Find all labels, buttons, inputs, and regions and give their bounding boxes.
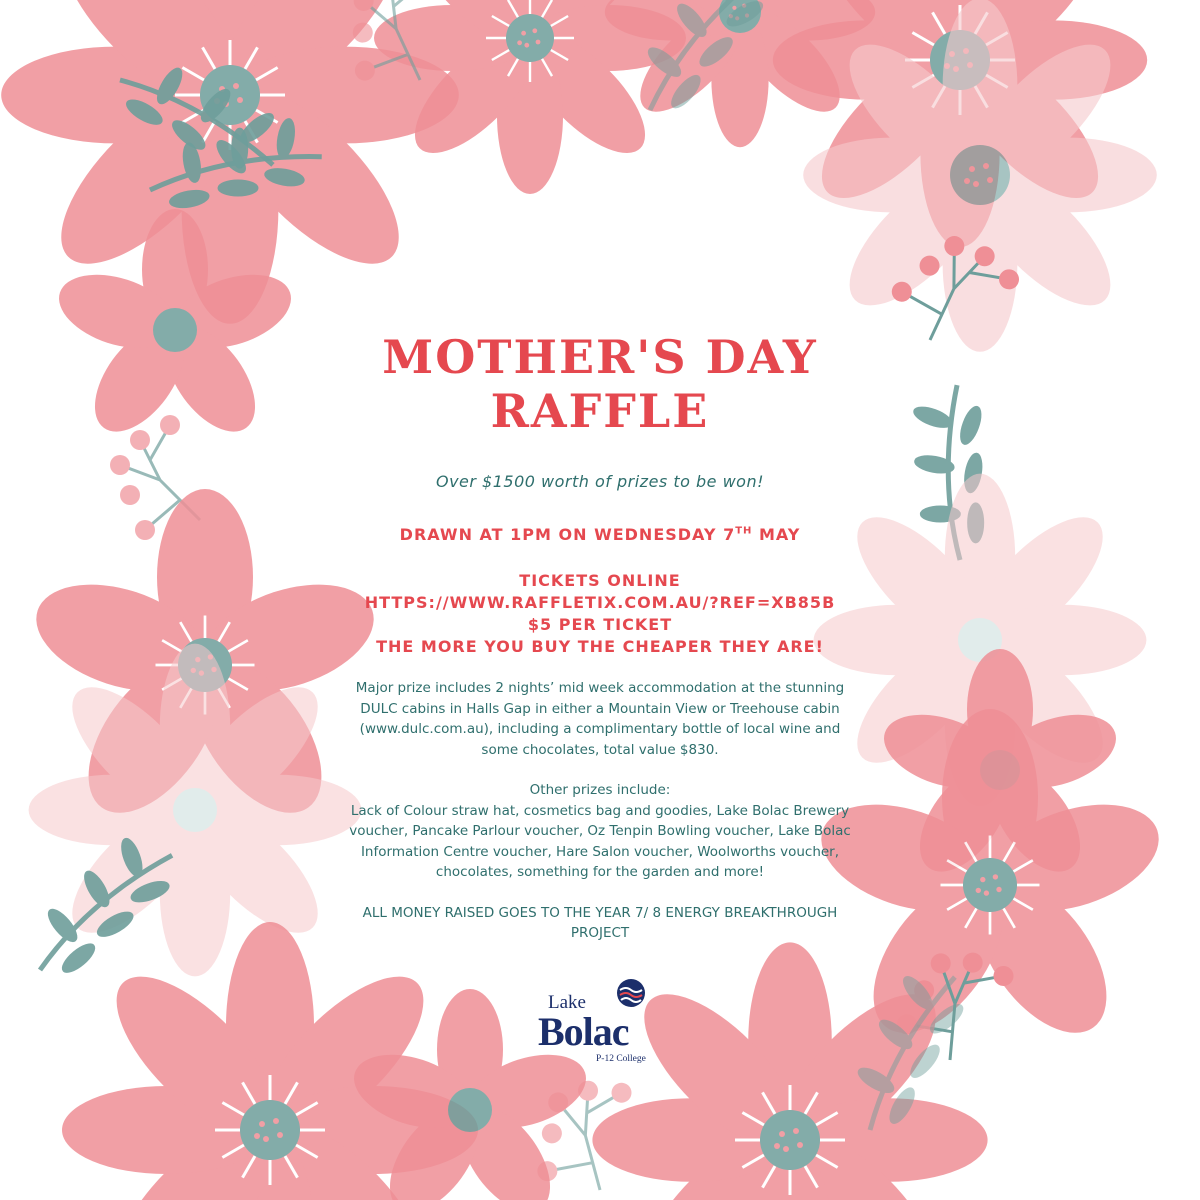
draw-date: [340, 525, 860, 544]
title-line-1: MOTHER'S DAY: [382, 330, 818, 384]
fundraising-note: ALL MONEY RAISED GOES TO THE YEAR 7/ 8 ENERGY BREAKTHROUGH PROJECT: [362, 904, 838, 941]
school-logo: [536, 978, 666, 1070]
title-line-2: RAFFLE: [490, 384, 710, 438]
ticket-price: $5 PER TICKET: [527, 615, 673, 634]
tickets-heading: TICKETS ONLINE: [519, 571, 681, 590]
logo-college-text: P-12 College: [596, 1054, 646, 1064]
ticket-info: [340, 570, 860, 658]
ticket-discount-note: THE MORE YOU BUY THE CHEAPER THEY ARE!: [376, 637, 824, 656]
draw-date-text: DRAWN AT 1PM ON WEDNESDAY 7: [399, 525, 736, 544]
wave-emblem-icon: [616, 978, 646, 1008]
major-prize-text: Major prize includes 2 nights’ mid week accommodation at the stunning DULC cabins in Halls Gap in either a Mountain View or Treehouse cabin (www.dulc.com.au), including a complimentary bottle of local wine and some chocolates, total value $830.: [355, 680, 845, 758]
raffle-content: [340, 330, 860, 944]
other-prizes-heading: Other prizes include:: [529, 782, 671, 798]
other-prizes: [340, 780, 860, 883]
draw-date-month: MAY: [752, 525, 801, 544]
logo-bolac-text: Bolac: [538, 1009, 629, 1054]
draw-date-suffix: TH: [735, 525, 753, 537]
logo-lake-text: Lake: [548, 992, 586, 1013]
flower-right-pale: [803, 0, 1157, 352]
page-title: [340, 330, 860, 438]
other-prizes-text: Lack of Colour straw hat, cosmetics bag and goodies, Lake Bolac Brewery voucher, Pancake Parlour voucher, Oz Tenpin Bowling voucher, Lake Bolac Information Centre voucher, Hare Salon voucher, Woolworths voucher, chocolates, something for the garden and more!: [349, 802, 851, 880]
flower-right-star: [808, 709, 1172, 1056]
prize-pool-subtitle: Over $1500 worth of prizes to be won!: [435, 472, 765, 491]
tickets-url: HTTPS://WWW.RAFFLETIX.COM.AU/?REF=XB85B: [364, 593, 836, 612]
